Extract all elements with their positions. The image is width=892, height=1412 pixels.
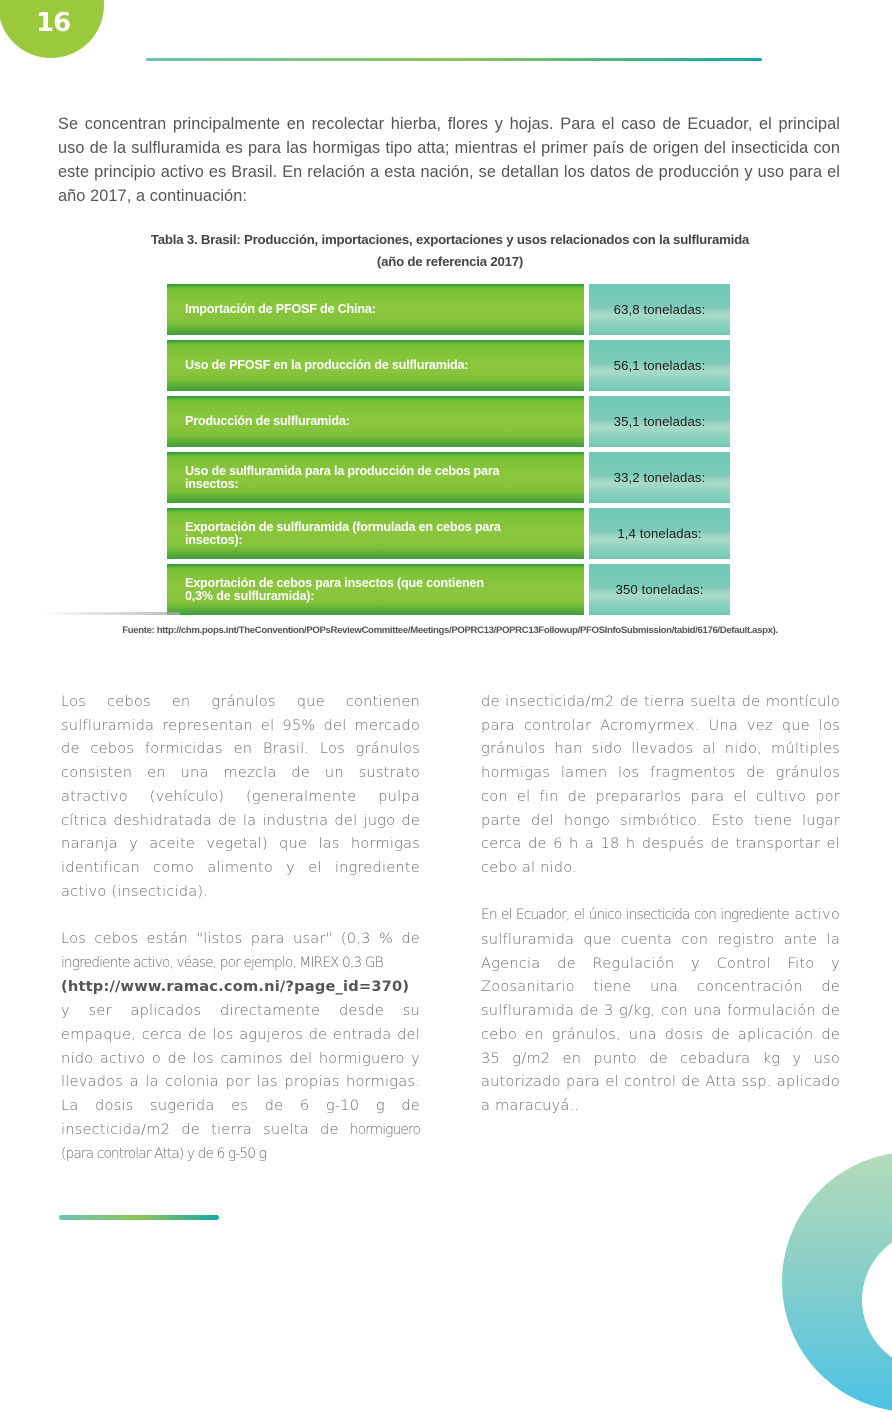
left-paragraph-2-end: hormiguero (para controlar Atta) y de 6 g-50 g xyxy=(61,1121,420,1163)
row-label xyxy=(167,452,584,503)
row-value: 63,8 toneladas: xyxy=(589,284,730,335)
row-label-text: Exportación de sulfluramida (formulada en cebos para insectos): xyxy=(185,519,501,547)
footer-divider xyxy=(59,1215,219,1220)
right-paragraph-2-condensed: En el Ecuador, el único insecticida con ingrediente xyxy=(481,907,789,924)
table-row xyxy=(167,564,731,615)
table-caption-subtitle: (año de referencia 2017) xyxy=(376,254,524,269)
table-caption-title: Tabla 3. Brasil: Producción, importaciones, exportaciones y usos relacionados con la sulfluramida xyxy=(150,232,750,247)
row-value: 56,1 toneladas: xyxy=(589,340,730,391)
intro-paragraph: Se concentran principalmente en recolectar hierba, flores y hojas. Para el caso de Ecuador, el principal uso de la sulfluramida es para las hormigas tipo atta; mientras el primer país de origen del insecticida con este principio activo es Brasil. En relación a esta nación, se detallan los datos de producción y uso para el año 2017, a continuación: xyxy=(58,115,840,205)
table-shadow-divider xyxy=(40,612,180,615)
left-paragraph-2 xyxy=(61,927,420,1167)
right-paragraph-1: de insecticida/m2 de tierra suelta de montículo para controlar Acromyrmex. Una vez que los gránulos han sido llevados al nido, múltiples hormigas lamen los fragmentos de gránulos con el fin de prepararlos para el cultivo por parte del hongo simbiótico. Esto tiene lugar cerca de 6 h a 18 h después de transportar el cebo al nido. xyxy=(481,693,840,876)
data-table xyxy=(167,284,731,620)
row-value: 1,4 toneladas: xyxy=(589,508,730,559)
row-label-text: Exportación de cebos para insectos (que contienen 0,3% de sulfluramida): xyxy=(185,575,484,603)
row-label-text: Importación de PFOSF de China: xyxy=(185,302,376,316)
table-caption xyxy=(100,229,800,273)
ramac-link[interactable]: (http://www.ramac.com.ni/?page_id=370) xyxy=(61,978,410,996)
table-row xyxy=(167,340,731,391)
row-label-text: Producción de sulfluramida: xyxy=(185,414,350,428)
row-value: 35,1 toneladas: xyxy=(589,396,730,447)
row-label xyxy=(167,564,584,615)
left-column xyxy=(61,690,420,1191)
table-row xyxy=(167,284,731,335)
table-row xyxy=(167,508,731,559)
row-label xyxy=(167,340,584,391)
table-row xyxy=(167,452,731,503)
header-divider xyxy=(146,58,762,61)
right-paragraph-2 xyxy=(481,903,840,1117)
row-value: 33,2 toneladas: xyxy=(589,452,730,503)
row-label-text: Uso de PFOSF en la producción de sulfluramida: xyxy=(185,358,469,372)
row-label xyxy=(167,508,584,559)
left-paragraph-2-text: Los cebos están "listos para usar" (0,3 % de xyxy=(61,930,420,948)
table-source-note: Fuente: http://chm.pops.int/TheConvention/POPsReviewCommittee/Meetings/POPRC13/POPRC13Followup/PFOSInfoSubmission/tabid/6176/Default.aspx). xyxy=(122,625,778,636)
row-label-text: Uso de sulfluramida para la producción de cebos para insectos: xyxy=(185,463,500,491)
left-paragraph-2-continued: y ser aplicados directamente desde su empaque, cerca de los agujeros de entrada del nido activo o de los caminos del hormiguero y llevados a la colonia por las propias hormigas. La dosis sugerida es de 6 g-10 g de insecticida/m2 de tierra suelta de xyxy=(61,1002,420,1138)
row-label xyxy=(167,284,584,335)
row-value: 350 toneladas: xyxy=(589,564,730,615)
page-number: 16 xyxy=(36,8,71,38)
left-paragraph-2-condensed: ingrediente activo, véase, por ejemplo, MIREX 0,3 GB xyxy=(61,954,383,971)
table-row xyxy=(167,396,731,447)
right-column xyxy=(481,690,840,1141)
left-paragraph-1: Los cebos en gránulos que contienen sulfluramida representan el 95% del mercado de cebos formicidas en Brasil. Los gránulos consisten en una mezcla de un sustrato atractivo (vehículo) (generalmente pulpa cítrica deshidratada de la industria del jugo de naranja y aceite vegetal) que las hormigas identifican como alimento y el ingrediente activo (insecticida). xyxy=(61,693,420,900)
right-paragraph-2-text: activo sulfluramida que cuenta con registro ante la Agencia de Regulación y Control Fito y Zoosanitario tiene una concentración de sulfluramida de 3 g/kg, con una formulación de cebo en gránulos, una dosis de aplicación de 35 g/m2 en punto de cebadura kg y uso autorizado para el control de Atta ssp. aplicado a maracuyá.. xyxy=(481,906,840,1114)
row-label xyxy=(167,396,584,447)
